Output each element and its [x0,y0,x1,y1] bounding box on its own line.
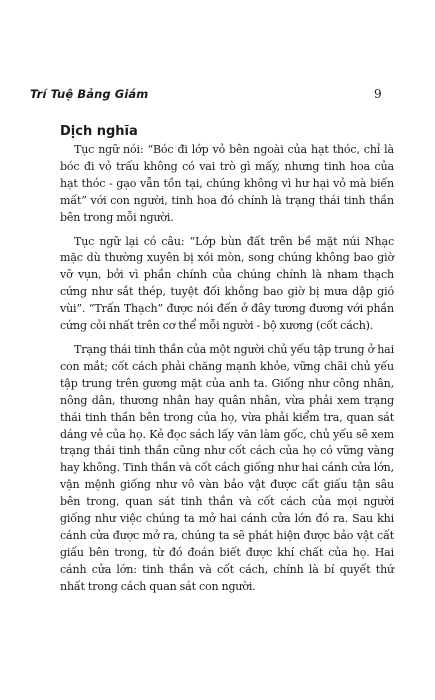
running-header-title: Trí Tuệ Bảng Giám [30,87,149,101]
section-heading: Dịch nghĩa [60,124,138,139]
paragraph-1: Tục ngữ nói: “Bóc đi lớp vỏ bên ngoài của hạt thóc, chỉ là bóc đi vỏ trấu không có vai trò gì mấy, nhưng tinh hoa của hạt thóc - gạo vẫn tồn tại, chúng không vì hư hại vỏ mà biến mất” với con người, tinh hoa đó chính là trạng thái tinh thần bên trong mỗi người. [60,143,394,224]
paragraph-2: Tục ngữ lại có câu: “Lớp bùn đất trên bề mặt núi Nhạc mặc dù thường xuyên bị xói mòn, song chúng không bao giờ vỡ vụn, bởi vì phần chính của chúng chính là nham thạch cứng như sắt thép, tuyệt đối không bao giờ bị mưa dập gió vùi”. “Trấn Thạch” được nói đến ở đây tương đương với phần cứng cỏi nhất trên cơ thể mỗi người - bộ xương (cốt cách). [60,234,394,333]
paragraph-3: Trạng thái tinh thần của một người chủ yếu tập trung ở hai con mắt; cốt cách phải chăng mạnh khỏe, vững chãi chủ yếu tập trung trên gương mặt của anh ta. Giống như công nhân, nông dân, thương nhân hay quân nhân, vừa phải xem trạng thái tinh thần bên trong của họ, vừa phải kiểm tra, quan sát dáng vẻ của họ. Kẻ đọc sách lấy văn làm gốc, chủ yếu sẽ xem trạng thái tinh thần cũng như cốt cách của họ có vững vàng hay không. Tinh thần và cốt cách giống như hai cánh cửa lớn, vận mệnh giống như vô vàn bảo vật được cất giấu tận sâu bên trong, quan sát tinh thần và cốt cách của mọi người giống như việc chúng ta mở hai cánh cửa lớn đó ra. Sau khi cánh cửa được mở ra, chúng ta sẽ phát hiện được bảo vật cất giấu bên trong, từ đó đoán biết được khí chất của họ. Hai cánh cửa lớn: tinh thần và cốt cách, chính là bí quyết thứ nhất trong cách quan sát con người. [60,342,394,593]
page-number: 9 [374,87,382,101]
body-text [60,142,394,603]
